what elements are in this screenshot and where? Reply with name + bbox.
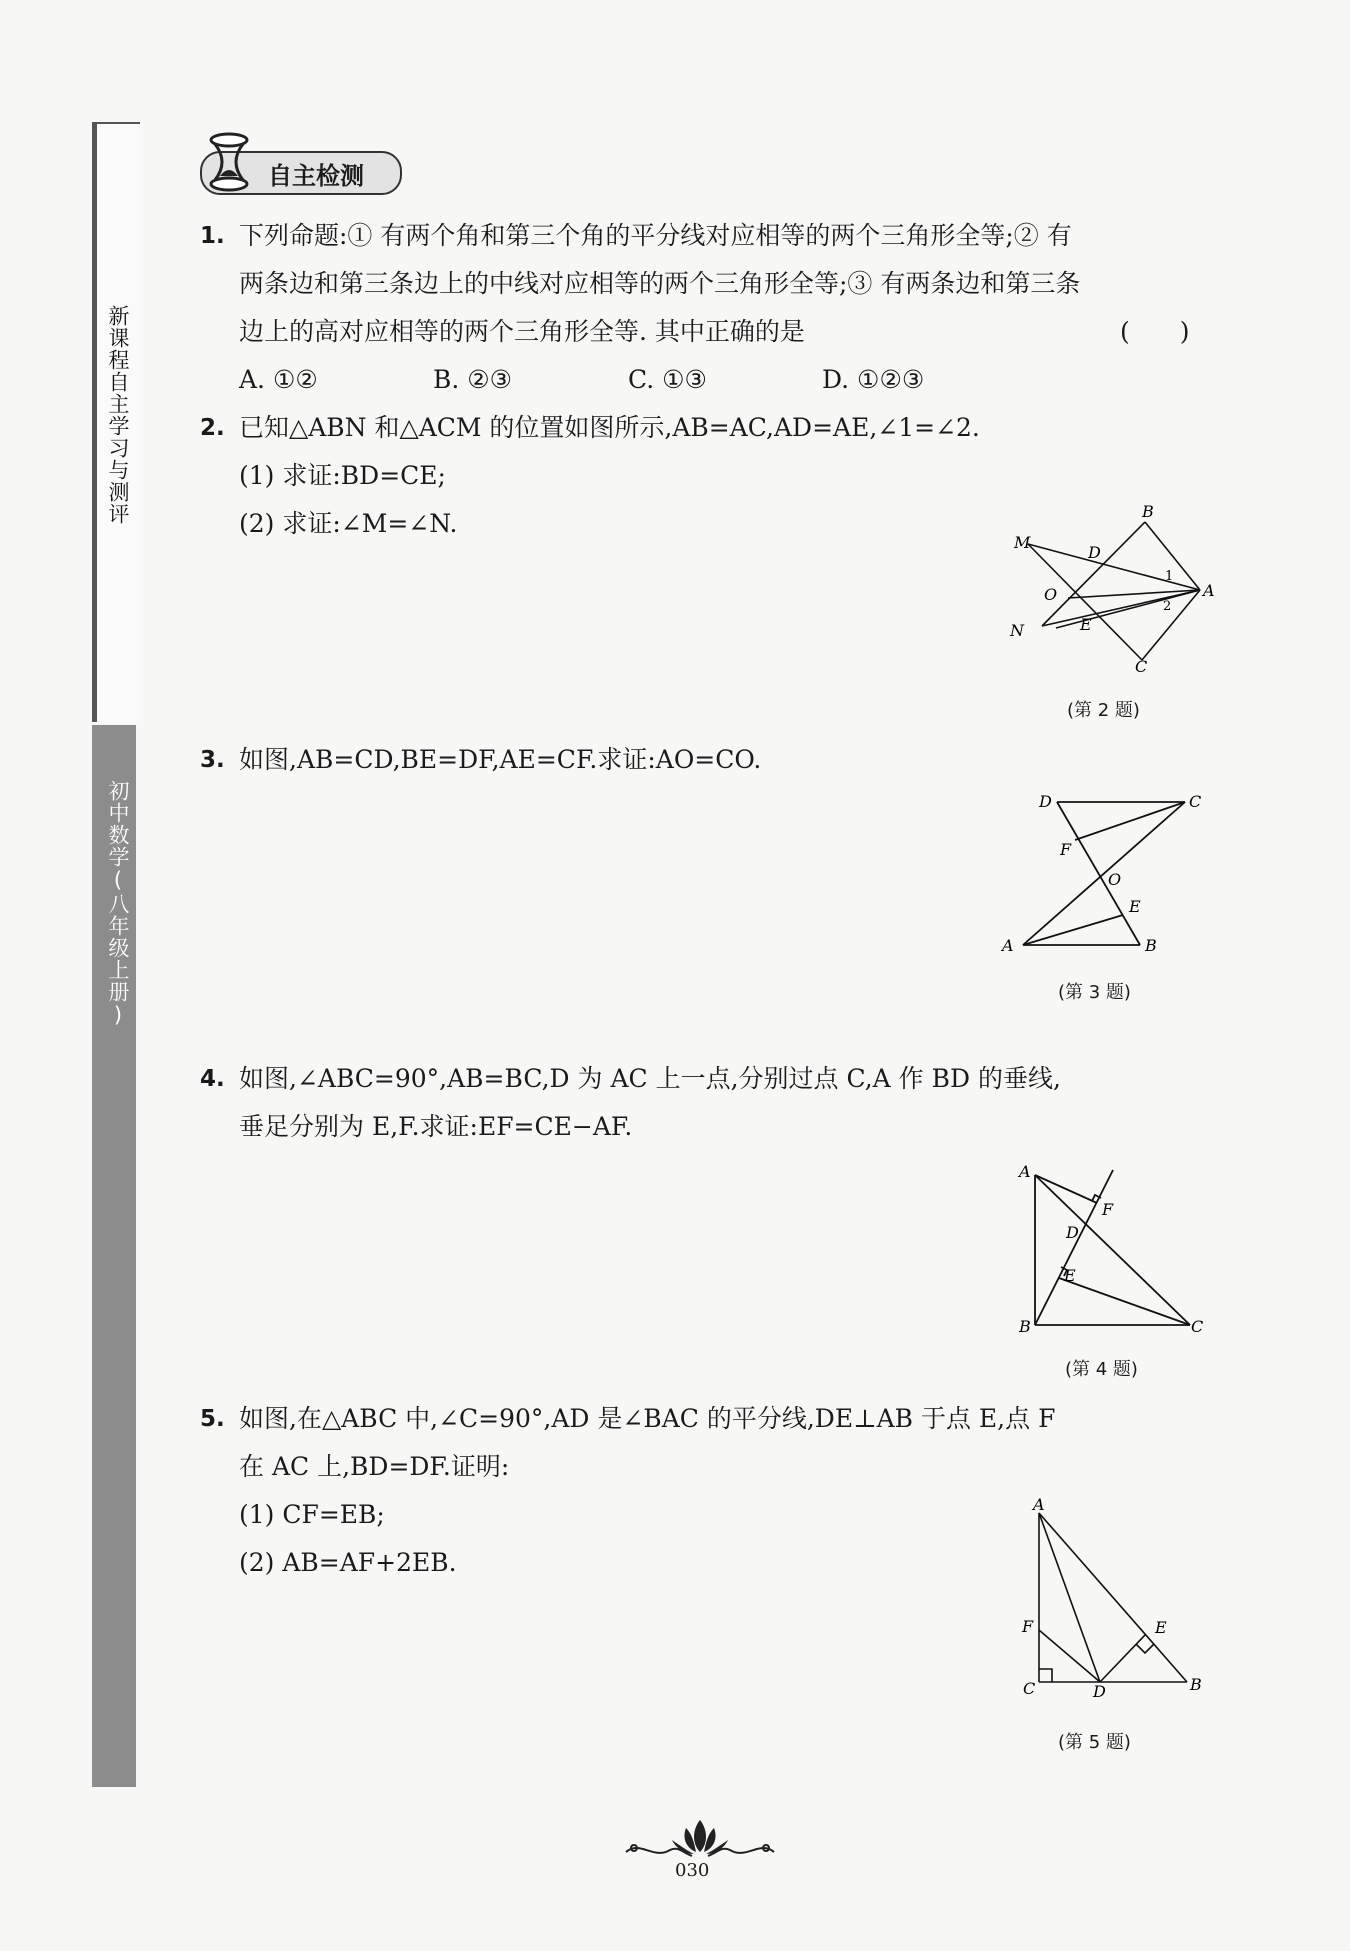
q2-caption: (第 2 题) (1067, 700, 1140, 721)
q2-angle-2: 2 (1163, 599, 1172, 614)
q5-line1: 如图,在△ABC 中,∠C=90°,AD 是∠BAC 的平分线,DE⊥AB 于点 E,点 F (239, 1404, 1056, 1433)
q5-label-c: C (1023, 1679, 1036, 1698)
q2-label-e: E (1080, 615, 1092, 634)
q2-label-m: M (1014, 533, 1031, 552)
q4-label-c: C (1191, 1317, 1204, 1336)
q1-answer-bracket: ( ) (1120, 317, 1190, 346)
q3-figure (995, 785, 1220, 965)
q1-line3: 边上的高对应相等的两个三角形全等. 其中正确的是 (239, 317, 805, 346)
q5-label-f: F (1022, 1617, 1034, 1636)
q5-label-e: E (1155, 1618, 1167, 1637)
q4-caption: (第 4 题) (1065, 1359, 1138, 1380)
q3-label-d: D (1039, 792, 1052, 811)
sidebar-book-title: 新课程自主学习与测评 (106, 305, 130, 525)
q4-label-f: F (1102, 1200, 1114, 1219)
q4-label-e: E (1064, 1266, 1076, 1285)
q2-label-b: B (1142, 502, 1154, 521)
q3-label-a: A (1002, 936, 1014, 955)
section-title: 自主检测 (268, 162, 364, 190)
q2-angle-1: 1 (1165, 569, 1174, 584)
q2-label-c: C (1135, 657, 1148, 676)
q5-caption: (第 5 题) (1058, 1732, 1131, 1753)
q1-option-b: B. ②③ (433, 365, 513, 394)
q3-label-e: E (1129, 897, 1141, 916)
sidebar-grade-label: 初中数学(八年级上册) (106, 780, 130, 1028)
q2-label-o: O (1044, 585, 1058, 604)
q3-label-b: B (1145, 936, 1157, 955)
q3-label-o: O (1108, 870, 1122, 889)
q4-label-b: B (1019, 1317, 1031, 1336)
q1-option-c: C. ①③ (628, 365, 707, 394)
q3-label-f: F (1060, 840, 1072, 859)
q5-figure (1005, 1495, 1220, 1710)
q3-label-c: C (1189, 792, 1202, 811)
q2-sub2: (2) 求证:∠M=∠N. (239, 509, 458, 538)
q2-number: 2. (200, 415, 225, 441)
q5-sub2: (2) AB=AF+2EB. (239, 1548, 457, 1577)
q2-line1: 已知△ABN 和△ACM 的位置如图所示,AB=AC,AD=AE,∠1=∠2. (239, 413, 980, 442)
q5-number: 5. (200, 1406, 225, 1432)
q2-figure (1000, 500, 1220, 680)
q2-label-d: D (1088, 543, 1101, 562)
hourglass-icon (207, 132, 251, 192)
page-number: 030 (675, 1860, 710, 1881)
q2-label-n: N (1010, 621, 1024, 640)
q1-line1: 下列命题:① 有两个角和第三个角的平分线对应相等的两个三角形全等;② 有 (239, 221, 1072, 250)
q1-option-d: D. ①②③ (822, 365, 925, 394)
q5-line2: 在 AC 上,BD=DF.证明: (239, 1452, 510, 1481)
q4-figure (1005, 1150, 1220, 1340)
q2-label-a: A (1203, 581, 1215, 600)
q4-line1: 如图,∠ABC=90°,AB=BC,D 为 AC 上一点,分别过点 C,A 作 BD 的垂线, (239, 1064, 1061, 1093)
q1-line2: 两条边和第三条边上的中线对应相等的两个三角形全等;③ 有两条边和第三条 (239, 269, 1081, 298)
q5-label-b: B (1190, 1675, 1202, 1694)
q1-option-a: A. ①② (239, 365, 318, 394)
q4-line2: 垂足分别为 E,F.求证:EF=CE−AF. (239, 1112, 633, 1141)
q5-sub1: (1) CF=EB; (239, 1500, 385, 1529)
q3-caption: (第 3 题) (1058, 982, 1131, 1003)
q3-line1: 如图,AB=CD,BE=DF,AE=CF.求证:AO=CO. (239, 745, 762, 774)
q5-label-d: D (1093, 1682, 1106, 1701)
q4-number: 4. (200, 1066, 225, 1092)
q4-label-a: A (1019, 1162, 1031, 1181)
q1-number: 1. (200, 223, 225, 249)
q2-sub1: (1) 求证:BD=CE; (239, 461, 446, 490)
q5-label-a: A (1033, 1495, 1045, 1514)
q4-label-d: D (1066, 1223, 1079, 1242)
q3-number: 3. (200, 747, 225, 773)
